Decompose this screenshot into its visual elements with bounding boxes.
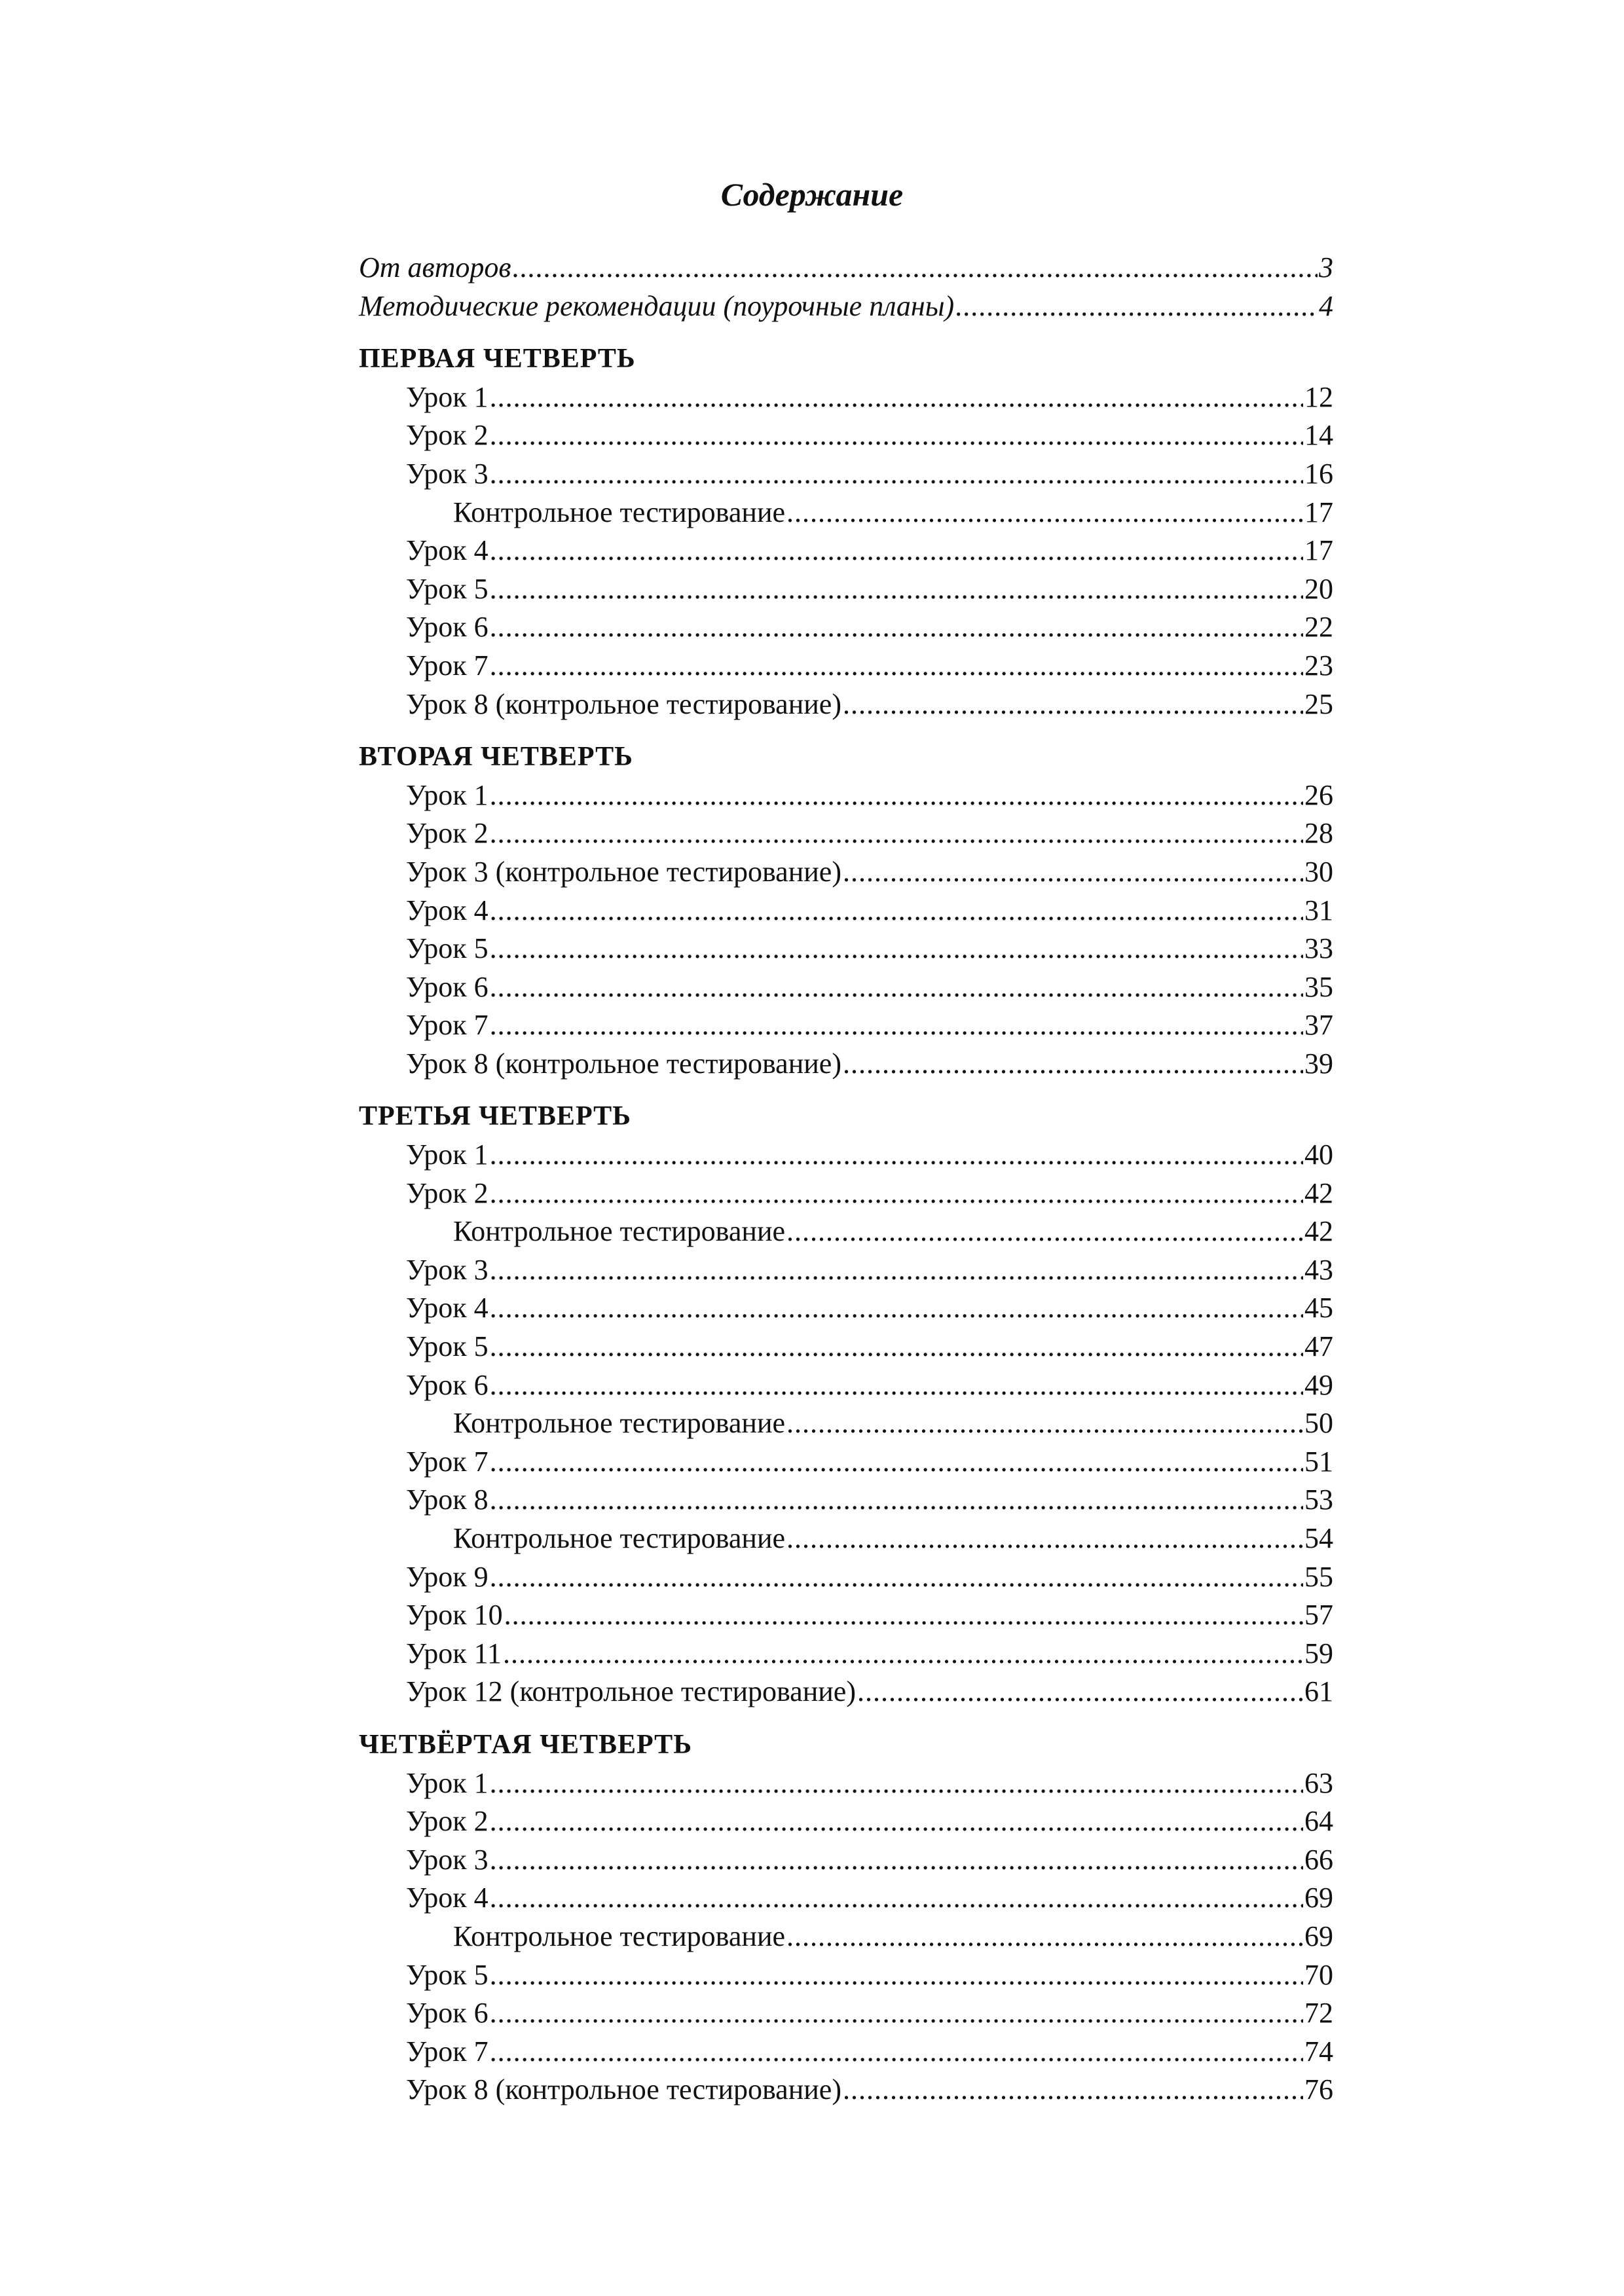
toc-section [359,738,1333,1083]
toc-entry[interactable] [359,647,1333,685]
toc-entry[interactable] [359,853,1333,892]
toc-entry[interactable] [359,1764,1333,1803]
toc-subentry[interactable] [359,1918,1333,1956]
toc-entry-label: Урок 7 [406,649,489,682]
toc-entry[interactable] [359,570,1333,609]
dot-leader [857,1673,1303,1711]
toc-section [359,340,1333,723]
dot-leader [786,1212,1303,1251]
toc-entry-page: 22 [1304,611,1333,644]
toc-entry-page: 23 [1304,649,1333,682]
toc-entry-label: Урок 12 (контрольное тестирование) [406,1675,856,1708]
toc-entry-label: Урок 10 [406,1599,503,1631]
dot-leader [490,608,1303,647]
toc-entry[interactable] [359,416,1333,455]
toc-entry[interactable] [359,1175,1333,1213]
toc-entry-label: Урок 4 [406,1292,489,1324]
toc-entry-page: 17 [1304,534,1333,567]
toc-entry-label: Урок 6 [406,1368,489,1401]
toc-entry-page: 69 [1304,1920,1333,1952]
toc-entry-label: Урок 5 [406,1958,489,1991]
toc-entry-label: Урок 6 [406,1997,489,2030]
toc-entry-label: Урок 3 (контрольное тестирование) [406,855,841,888]
toc-entry-page: 69 [1304,1882,1333,1914]
toc-entry-label: Урок 2 [406,1176,489,1209]
toc-entry[interactable] [359,685,1333,724]
toc-entry[interactable] [359,1841,1333,1880]
toc-entry[interactable] [359,378,1333,417]
toc-entry-page: 42 [1304,1176,1333,1209]
toc-entry-page: 66 [1304,1843,1333,1876]
dot-leader [490,647,1303,685]
toc-entry-label: Урок 6 [406,611,489,644]
dot-leader [490,2033,1303,2071]
dot-leader [503,1635,1303,1673]
toc-entry-label: Урок 1 [406,380,489,413]
toc-entry-page: 47 [1304,1330,1333,1363]
toc-entry-page: 70 [1304,1958,1333,1991]
toc-entry[interactable] [359,1366,1333,1405]
dot-leader [490,1956,1303,1995]
toc-entry[interactable] [359,1558,1333,1597]
toc-entry-label: Урок 1 [406,1766,489,1799]
dot-leader [843,2071,1303,2109]
dot-leader [490,1802,1303,1841]
toc-entry-page: 26 [1304,778,1333,811]
dot-leader [490,1175,1303,1213]
toc-entry-page: 45 [1304,1292,1333,1324]
dot-leader [490,1994,1303,2033]
toc-entry-label: Урок 6 [406,970,489,1003]
toc-entry-page: 14 [1304,419,1333,452]
toc-entry-label: Урок 7 [406,2035,489,2068]
toc-entry-page: 33 [1304,932,1333,965]
dot-leader [955,287,1318,326]
toc-entry-label: Урок 7 [406,1445,489,1478]
toc-entry-page: 35 [1304,970,1333,1003]
dot-leader [843,685,1303,724]
toc-entry-label: Урок 4 [406,1882,489,1914]
toc-entry[interactable] [359,1443,1333,1482]
dot-leader [490,1366,1303,1405]
toc-entry-page: 59 [1304,1637,1333,1669]
toc-entry-page: 25 [1304,687,1333,720]
dot-leader [513,249,1318,287]
toc-entry-page: 28 [1304,817,1333,850]
toc-entry-label: Урок 11 [406,1637,502,1669]
toc-entry-page: 50 [1304,1407,1333,1440]
toc-entry-label: Урок 5 [406,1330,489,1363]
toc-entry-label: Урок 2 [406,419,489,452]
dot-leader [490,1328,1303,1366]
toc-entry[interactable] [359,892,1333,930]
dot-leader [490,968,1303,1007]
section-heading: ПЕРВАЯ ЧЕТВЕРТЬ [359,344,636,374]
toc-entry-label: Урок 5 [406,572,489,605]
toc-entry[interactable] [359,287,1333,326]
toc-entry[interactable] [359,1994,1333,2033]
toc-entry-page: 74 [1304,2035,1333,2068]
toc-entry[interactable] [359,930,1333,968]
front-matter-list [359,249,1333,325]
toc-entry[interactable] [359,1006,1333,1045]
dot-leader [490,1289,1303,1328]
toc-entry-page: 55 [1304,1560,1333,1593]
toc-entry-label: Урок 3 [406,1253,489,1286]
toc-entry-label: Урок 7 [406,1009,489,1042]
toc-section [359,1097,1333,1711]
toc-entry[interactable] [359,1328,1333,1366]
toc-entry-label: Урок 4 [406,534,489,567]
toc-subentry[interactable] [359,1520,1333,1558]
toc-entry-page: 16 [1304,457,1333,490]
toc-entry-page: 12 [1304,380,1333,413]
toc-entry-page: 57 [1304,1599,1333,1631]
toc-entry-label: Урок 3 [406,457,489,490]
dot-leader [786,494,1303,532]
dot-leader [490,1764,1303,1803]
toc-entry-label: Урок 8 (контрольное тестирование) [406,687,841,720]
dot-leader [490,455,1303,494]
toc-entry[interactable] [359,1879,1333,1918]
toc-entry-label: Урок 9 [406,1560,489,1593]
toc-entry-label: От авторов [359,251,511,283]
dot-leader [490,814,1303,853]
toc-section [359,1726,1333,2109]
toc-entry-page: 51 [1304,1445,1333,1478]
toc-entry-page: 72 [1304,1997,1333,2030]
toc-entry-page: 30 [1304,855,1333,888]
dot-leader [490,416,1303,455]
toc-entry[interactable] [359,1802,1333,1841]
toc-entry-page: 63 [1304,1766,1333,1799]
toc-entry-page: 53 [1304,1484,1333,1516]
dot-leader [490,378,1303,417]
toc-entry-label: Урок 2 [406,1805,489,1838]
toc-entry-label: Контрольное тестирование [453,1920,786,1952]
dot-leader [786,1404,1303,1443]
toc-entry-page: 54 [1304,1522,1333,1554]
toc-entry-page: 3 [1319,251,1333,283]
section-heading: ЧЕТВЁРТАЯ ЧЕТВЕРТЬ [359,1729,692,1760]
toc-entry[interactable] [359,1956,1333,1995]
toc-entry-label: Урок 5 [406,932,489,965]
toc-entry-label: Контрольное тестирование [453,1407,786,1440]
toc-entry-page: 76 [1304,2073,1333,2106]
toc-entry-label: Урок 8 (контрольное тестирование) [406,1047,841,1080]
dot-leader [490,570,1303,609]
dot-leader [490,1841,1303,1880]
table-of-contents [359,249,1333,2109]
section-heading: ТРЕТЬЯ ЧЕТВЕРТЬ [359,1101,631,1132]
toc-entry-page: 20 [1304,572,1333,605]
toc-entry-page: 4 [1319,289,1333,322]
toc-entry-page: 40 [1304,1139,1333,1171]
toc-entry[interactable] [359,776,1333,815]
toc-entry-page: 42 [1304,1215,1333,1248]
toc-entry-page: 49 [1304,1368,1333,1401]
dot-leader [490,1558,1303,1597]
toc-entry[interactable] [359,1251,1333,1290]
toc-entry[interactable] [359,532,1333,570]
dot-leader [490,532,1303,570]
toc-entry-label: Контрольное тестирование [453,1522,786,1554]
toc-entry-page: 39 [1304,1047,1333,1080]
toc-entry[interactable] [359,968,1333,1007]
toc-subentry[interactable] [359,1212,1333,1251]
dot-leader [843,853,1303,892]
toc-entry-label: Урок 2 [406,817,489,850]
toc-entry[interactable] [359,1289,1333,1328]
toc-entry-label: Урок 8 (контрольное тестирование) [406,2073,841,2106]
sections-list [359,340,1333,2109]
dot-leader [490,1006,1303,1045]
toc-entry[interactable] [359,1136,1333,1175]
toc-entry-label: Урок 8 [406,1484,489,1516]
dot-leader [490,1443,1303,1482]
page-title: Содержание [720,176,904,213]
toc-entry[interactable] [359,608,1333,647]
toc-entry[interactable] [359,249,1333,287]
toc-entry[interactable] [359,1045,1333,1084]
dot-leader [490,1879,1303,1918]
toc-entry-label: Контрольное тестирование [453,1215,786,1248]
dot-leader [843,1045,1303,1084]
dot-leader [490,1136,1303,1175]
toc-entry-label: Методические рекомендации (поурочные планы) [359,289,955,322]
toc-entry[interactable] [359,1635,1333,1673]
toc-entry-page: 17 [1304,496,1333,528]
toc-entry-label: Урок 3 [406,1843,489,1876]
dot-leader [786,1918,1303,1956]
toc-subentry[interactable] [359,1404,1333,1443]
toc-entry-label: Урок 1 [406,1139,489,1171]
toc-entry-page: 31 [1304,894,1333,926]
dot-leader [490,892,1303,930]
dot-leader [490,1481,1303,1520]
toc-entry-page: 43 [1304,1253,1333,1286]
toc-entry[interactable] [359,1481,1333,1520]
toc-entry-label: Урок 4 [406,894,489,926]
toc-entry-page: 64 [1304,1805,1333,1838]
toc-entry[interactable] [359,1673,1333,1711]
toc-entry[interactable] [359,455,1333,494]
section-heading: ВТОРАЯ ЧЕТВЕРТЬ [359,742,633,773]
toc-entry-label: Урок 1 [406,778,489,811]
toc-entry-page: 37 [1304,1009,1333,1042]
dot-leader [504,1596,1303,1635]
dot-leader [490,776,1303,815]
toc-entry-label: Контрольное тестирование [453,496,786,528]
dot-leader [490,1251,1303,1290]
toc-entry-page: 61 [1304,1675,1333,1708]
dot-leader [490,930,1303,968]
toc-entry[interactable] [359,2071,1333,2109]
toc-entry[interactable] [359,814,1333,853]
toc-subentry[interactable] [359,494,1333,532]
dot-leader [786,1520,1303,1558]
toc-entry[interactable] [359,2033,1333,2071]
toc-entry[interactable] [359,1596,1333,1635]
